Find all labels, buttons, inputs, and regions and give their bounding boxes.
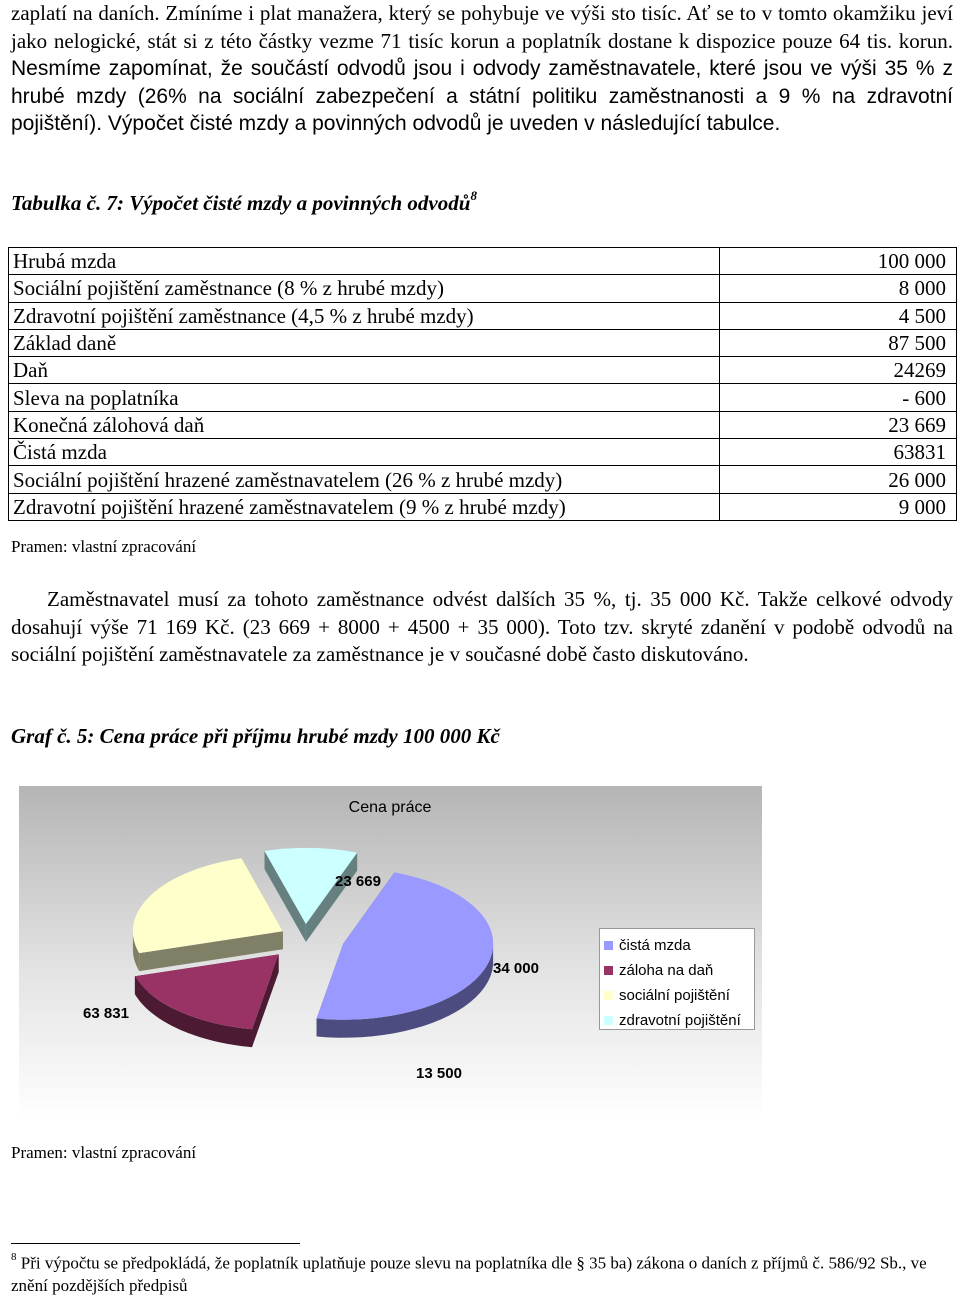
legend-swatch (604, 991, 613, 1000)
legend-item (604, 1008, 754, 1033)
table-row (9, 329, 957, 356)
chart-source: Pramen: vlastní zpracování (11, 1143, 197, 1162)
data-label-0: 63 831 (83, 1005, 129, 1022)
row-label: Daň (9, 357, 720, 384)
legend-item (604, 958, 754, 983)
chart-heading: Graf č. 5: Cena práce při příjmu hrubé mzdy 100 000 Kč (11, 724, 500, 748)
row-value: 24269 (720, 357, 957, 384)
intro-paragraph (11, 0, 953, 138)
row-value: - 600 (720, 384, 957, 411)
row-label: Zdravotní pojištění zaměstnance (4,5 % z hrubé mzdy) (9, 302, 720, 329)
intro-text-sans: Nesmíme zapomínat, že součástí odvodů jsou i odvody zaměstnavatele, které jsou ve výši 35 % z hrubé mzdy (26% na sociální zabezpečení a státní politiku zaměstnanosti a 9 % na zdravotní pojištění). Výpočet čisté mzdy a povinných odvodů je uveden v následující tabulce. (11, 57, 953, 135)
legend-swatch (604, 941, 613, 950)
table-row (9, 493, 957, 520)
row-label: Sociální pojištění zaměstnance (8 % z hrubé mzdy) (9, 275, 720, 302)
row-value: 87 500 (720, 329, 957, 356)
footnote-divider (11, 1243, 300, 1244)
chart-legend (599, 928, 755, 1030)
row-label: Konečná zálohová daň (9, 411, 720, 438)
data-label-2: 34 000 (493, 960, 539, 977)
intro-text-serif: zaplatí na daních. Zmíníme i plat manažera, který se pohybuje ve výši sto tisíc. Ať se to v tomto okamžiku jeví jako nelogické, stát si z této částky vezme 71 tisíc korun a poplatník dostane k dispozice pouze 64 tis. korun. (11, 1, 953, 53)
table-row (9, 384, 957, 411)
footnote (11, 1248, 953, 1297)
row-value: 63831 (720, 439, 957, 466)
row-value: 8 000 (720, 275, 957, 302)
table-row (9, 357, 957, 384)
legend-item (604, 933, 754, 958)
row-label: Sleva na poplatníka (9, 384, 720, 411)
table-caption-text: Tabulka č. 7: Výpočet čisté mzdy a povinných odvodů (11, 191, 471, 215)
table-row (9, 248, 957, 275)
row-value: 100 000 (720, 248, 957, 275)
data-label-1: 23 669 (335, 873, 381, 890)
table-caption (11, 190, 477, 216)
row-label: Zdravotní pojištění hrazené zaměstnavatelem (9 % z hrubé mzdy) (9, 493, 720, 520)
table-source: Pramen: vlastní zpracování (11, 537, 197, 556)
footnote-ref: 8 (470, 188, 477, 203)
chart-title: Cena práce (348, 799, 432, 816)
employer-contributions-paragraph: Zaměstnavatel musí za tohoto zaměstnance odvést dalších 35 %, tj. 35 000 Kč. Takže celkové odvody dosahují výše 71 169 Kč. (23 669 + 8000 + 4500 + 35 000). Toto tzv. skryté zdanění v podobě odvodů na sociální pojištění zaměstnavatele za zaměstnance je v současné době často diskutováno. (11, 587, 953, 666)
footnote-number: 8 (11, 1251, 17, 1263)
row-label: Čistá mzda (9, 439, 720, 466)
row-value: 23 669 (720, 411, 957, 438)
legend-swatch (604, 966, 613, 975)
legend-item (604, 983, 754, 1008)
table-row (9, 439, 957, 466)
wage-calculation-table (8, 247, 957, 521)
row-value: 4 500 (720, 302, 957, 329)
data-label-3: 13 500 (416, 1065, 462, 1082)
row-label: Sociální pojištění hrazené zaměstnavatelem (26 % z hrubé mzdy) (9, 466, 720, 493)
legend-swatch (604, 1016, 613, 1025)
table-row (9, 411, 957, 438)
table-row (9, 466, 957, 493)
footnote-text: Při výpočtu se předpokládá, že poplatník uplatňuje pouze slevu na poplatníka dle § 35 ba) zákona o daních z příjmů č. 586/92 Sb., ve znění pozdějších předpisů (11, 1253, 927, 1295)
legend-label: sociální pojištění (619, 987, 730, 1004)
row-label: Základ daně (9, 329, 720, 356)
row-label: Hrubá mzda (9, 248, 720, 275)
legend-label: čistá mzda (619, 937, 691, 954)
row-value: 26 000 (720, 466, 957, 493)
row-value: 9 000 (720, 493, 957, 520)
legend-label: záloha na daň (619, 962, 714, 979)
table-row (9, 275, 957, 302)
table-row (9, 302, 957, 329)
legend-label: zdravotní pojištění (619, 1012, 741, 1029)
